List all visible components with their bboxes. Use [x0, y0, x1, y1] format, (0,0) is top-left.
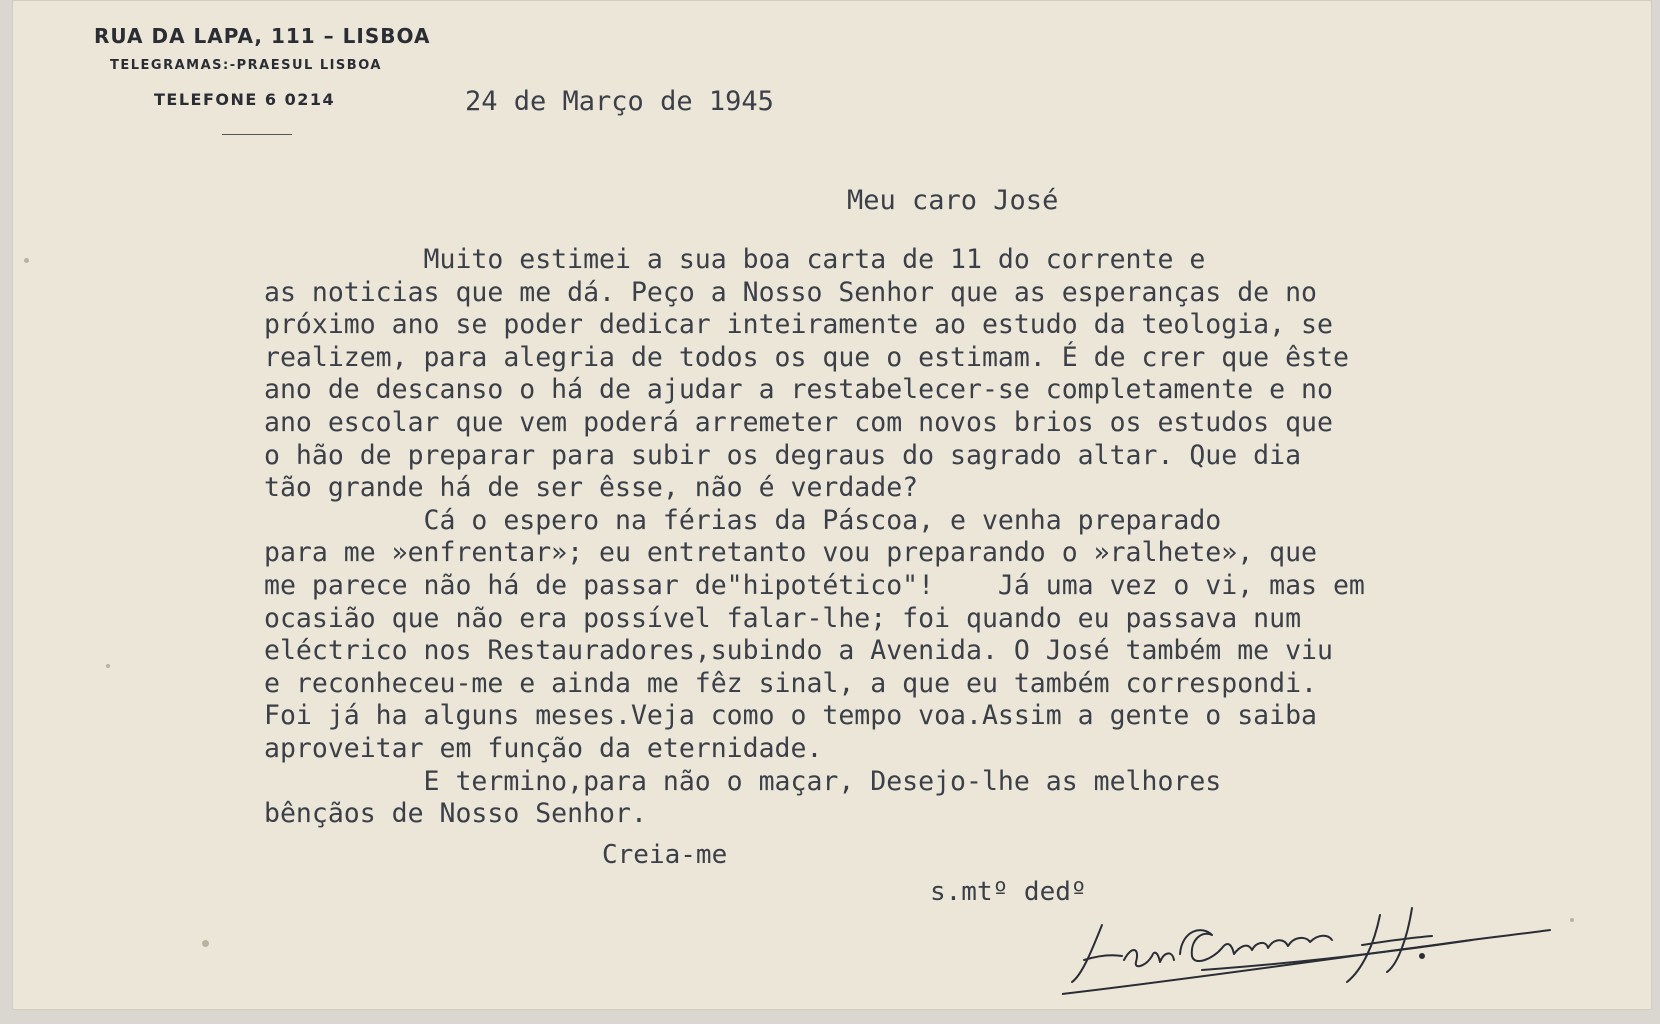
paper-speck [202, 940, 209, 947]
letterhead-address: RUA DA LAPA, 111 – LISBOA [94, 24, 431, 48]
letterhead-phone: TELEFONE 6 0214 [154, 90, 336, 109]
paper-speck [1570, 918, 1574, 922]
letter-body-line: eléctrico nos Restauradores,subindo a Avenida. O José também me viu [264, 635, 1333, 667]
letter-body-line: próximo ano se poder dedicar inteiramente ao estudo da teologia, se [264, 309, 1333, 341]
handwritten-signature [1062, 890, 1552, 1000]
letter-body-line: ano escolar que vem poderá arremeter com novos brios os estudos que [264, 407, 1333, 438]
letter-body-line: Cá o espero na férias da Páscoa, e venha preparado [264, 504, 1222, 536]
letter-body-line: E termino,para não o maçar, Desejo-lhe as melhores [264, 765, 1222, 797]
letter-body-line: ano de descanso o há de ajudar a restabelecer-se completamente e no [264, 374, 1333, 406]
letter-body-line: para me »enfrentar»; eu entretanto vou preparando o »ralhete», que [264, 537, 1317, 569]
letter-date: 24 de Março de 1945 [465, 86, 774, 117]
paper-speck [24, 258, 29, 263]
letter-body-line: ocasião que não era possível falar-lhe; foi quando eu passava num [264, 602, 1302, 634]
letterhead-divider [222, 134, 292, 135]
letter-closing: Creia-me [602, 840, 728, 870]
letter-sign-off: s.mtº dedº [930, 877, 1087, 907]
letter-body-line: me parece não há de passar de"hipotético"! Já uma vez o vi, mas em [264, 570, 1365, 601]
letter-page [12, 0, 1652, 1010]
letter-body-line: o hão de preparar para subir os degraus do sagrado altar. Que dia [264, 439, 1302, 471]
paper-speck [106, 664, 110, 668]
letter-greeting: Meu caro José [847, 185, 1059, 216]
letterhead-telegrams: TELEGRAMAS:-PRAESUL LISBOA [110, 58, 382, 73]
letter-body-line: bênçãos de Nosso Senhor. [264, 798, 647, 830]
letter-body-line: tão grande há de ser êsse, não é verdade? [264, 472, 919, 504]
letter-body-line: e reconheceu-me e ainda me fêz sinal, a que eu também correspondi. [264, 667, 1317, 699]
letter-body-line: Foi já ha alguns meses.Veja como o tempo voa.Assim a gente o saiba [264, 700, 1317, 732]
letter-body-line: realizem, para alegria de todos os que o estimam. É de crer que êste [264, 341, 1349, 373]
letter-body-line: as noticias que me dá. Peço a Nosso Senhor que as esperanças de no [264, 276, 1317, 308]
letter-body-line: aproveitar em função da eternidade. [264, 733, 823, 764]
letter-body-line: Muito estimei a sua boa carta de 11 do corrente e [264, 244, 1206, 275]
